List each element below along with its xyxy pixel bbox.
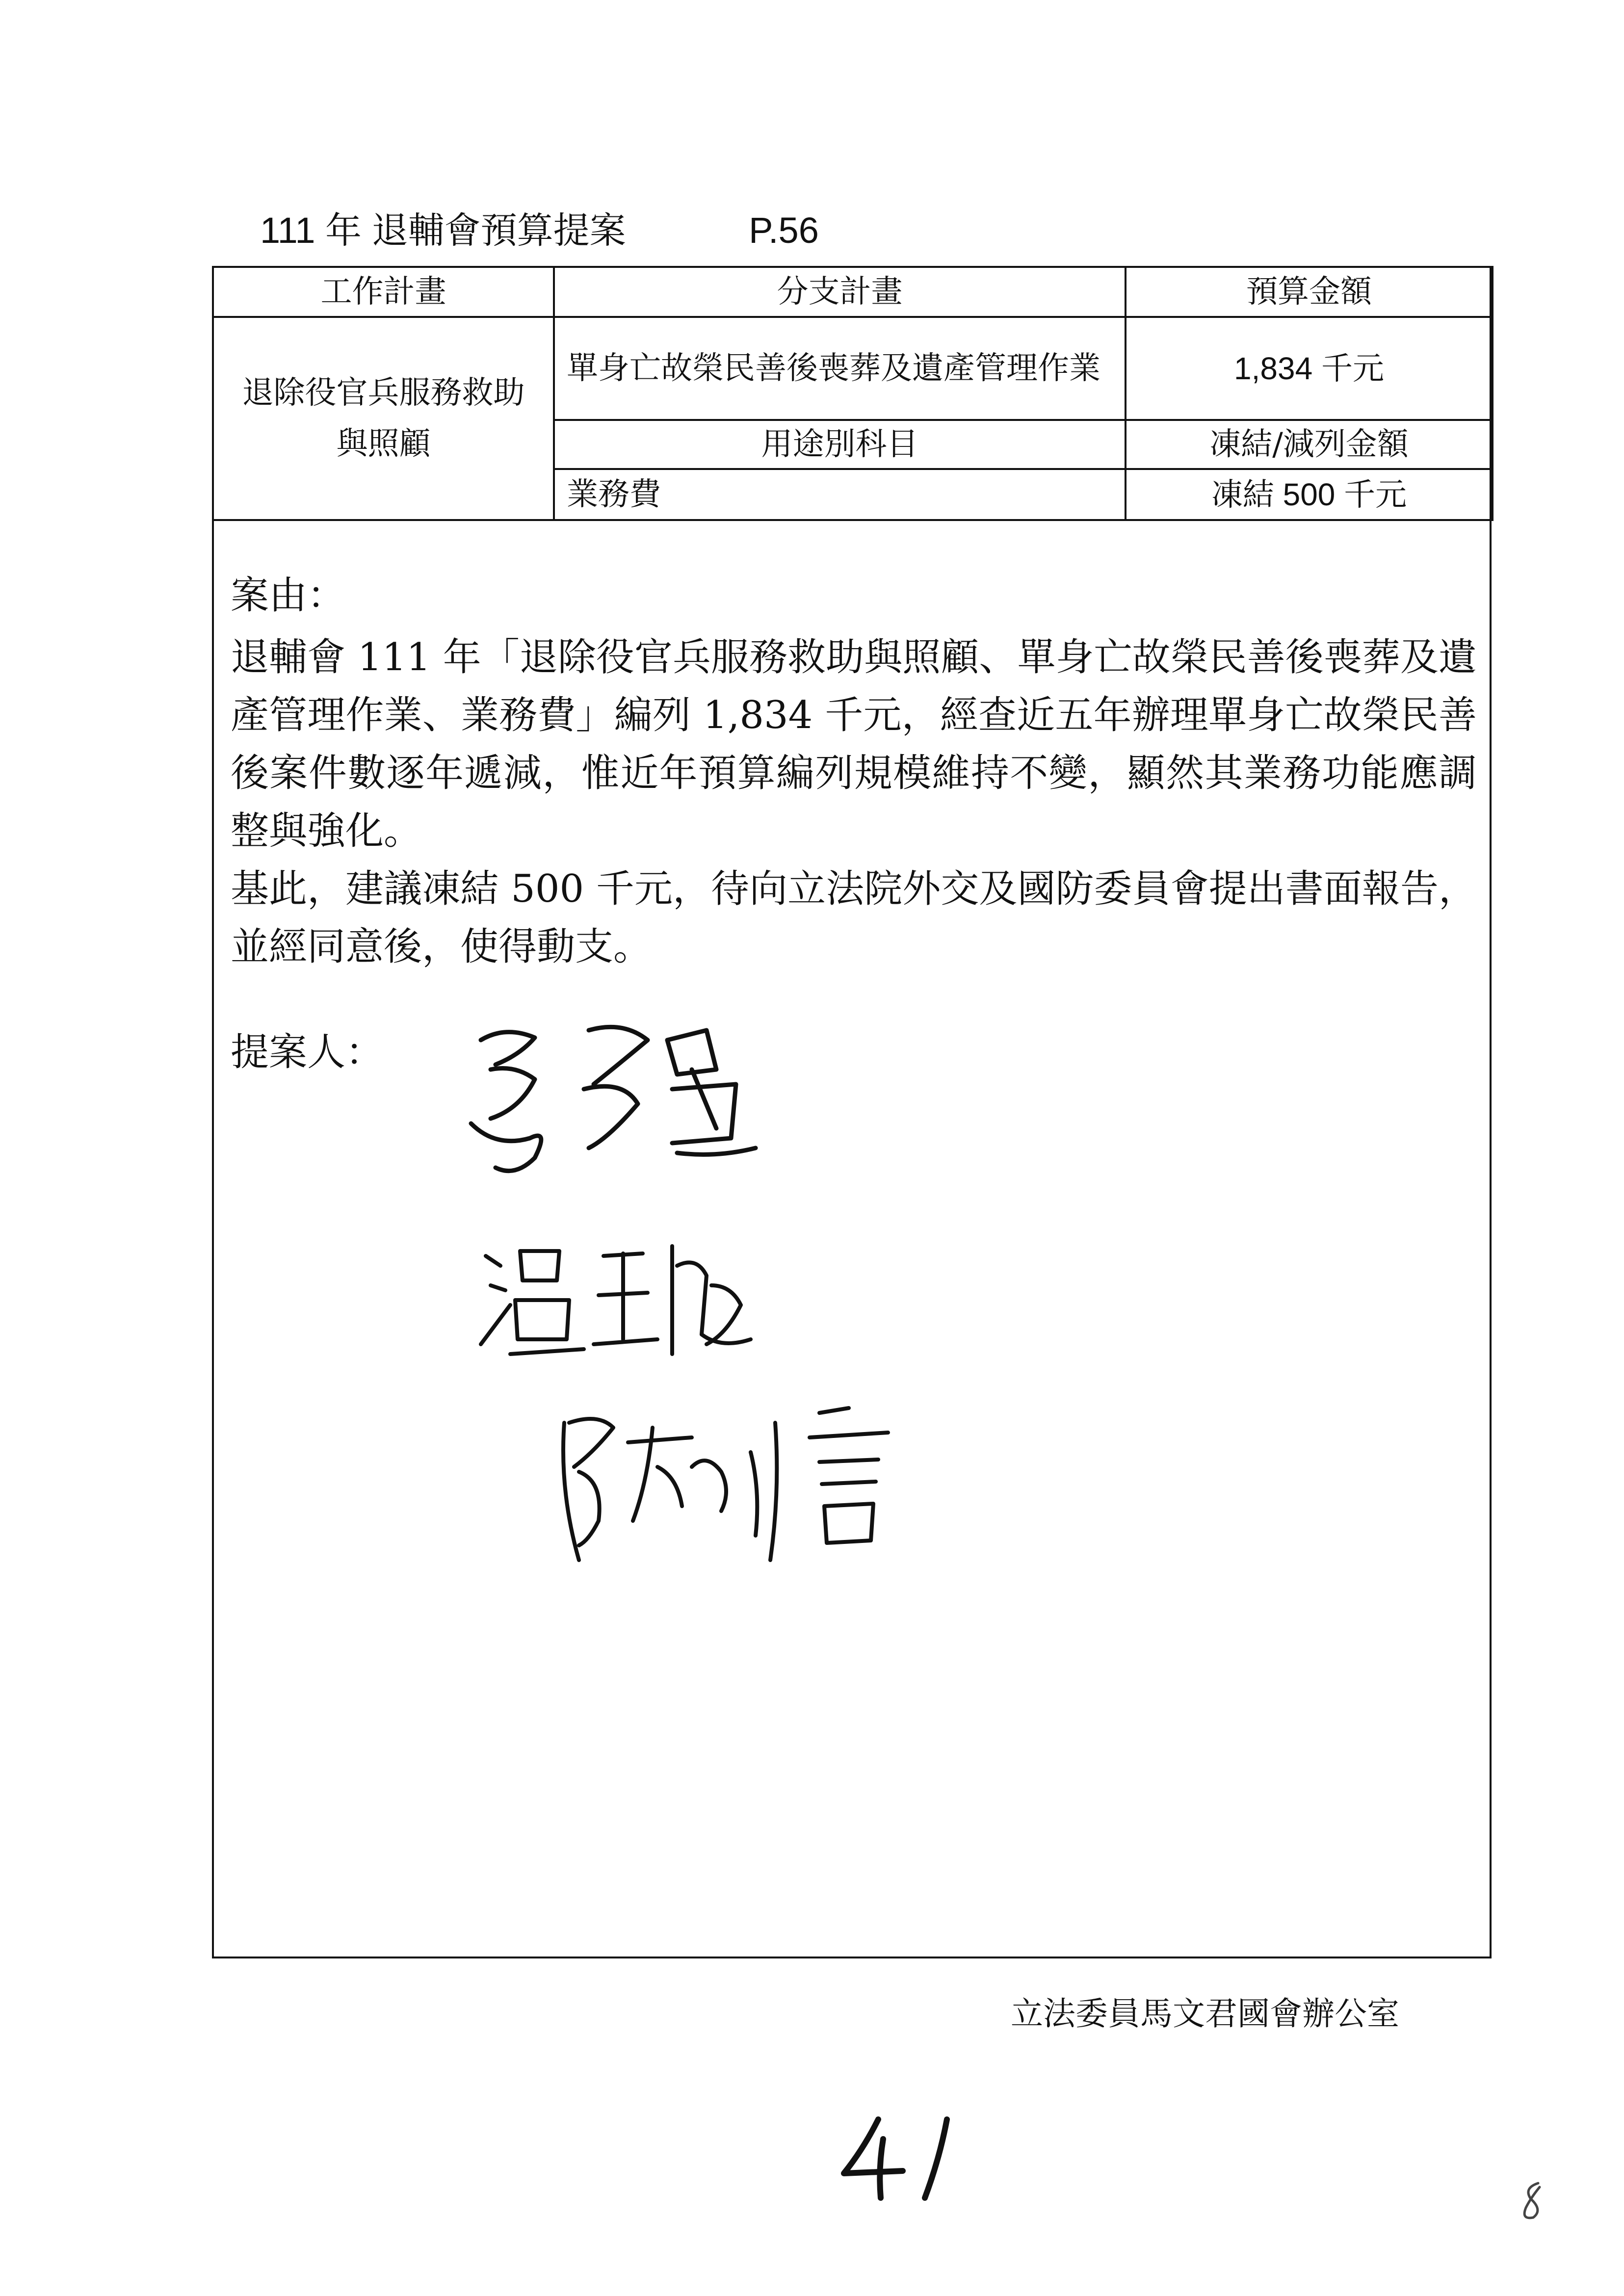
reason-paragraph-2: 基此，建議凍結 500 千元，待向立法院外交及國防委員會提出書面報告，並經同意後，使得動支。 [231, 867, 1477, 969]
footer-office: 立法委員馬文君國會辦公室 [1011, 1995, 1399, 2033]
document-header [260, 206, 819, 255]
proposer-label: 提案人： [231, 1030, 384, 1074]
header-budget-amount: 預算金額 [1126, 267, 1493, 317]
header-freeze-amount: 凍結/減列金額 [1126, 420, 1493, 469]
table-header-row [213, 267, 1493, 317]
handwritten-page-number [834, 2110, 971, 2208]
reason-paragraph-1: 退輔會 111 年「退除役官兵服務救助與照顧、單身亡故榮民善後喪葬及遺產管理作業、業務費」編列 1,834 千元，經查近五年辦理單身亡故榮民善後案件數逐年遞減，惟近年預算編列規模維持不變，顯然其業務功能應調整與強化。 [231, 635, 1477, 853]
budget-plan-table [212, 266, 1493, 521]
sub-plan-cell: 單身亡故榮民善後喪葬及遺產管理作業 [554, 317, 1126, 420]
budget-amount-cell: 1,834 千元 [1126, 317, 1493, 420]
signature-3 [545, 1393, 947, 1580]
usage-item-cell: 業務費 [554, 469, 1126, 520]
header-usage-item: 用途別科目 [554, 420, 1126, 469]
corner-mark [1516, 2178, 1550, 2222]
freeze-amount-cell: 凍結 500 千元 [1126, 469, 1493, 520]
signature-2 [476, 1226, 780, 1374]
work-plan-cell: 退除役官兵服務救助與照顧 [213, 317, 554, 520]
case-section [231, 567, 1477, 976]
page-reference: P.56 [749, 210, 819, 251]
header-sub-plan: 分支計畫 [554, 267, 1126, 317]
signature-1 [461, 1011, 775, 1187]
header-work-plan: 工作計畫 [213, 267, 554, 317]
reason-label: 案由： [231, 574, 346, 618]
table-row [213, 317, 1493, 420]
document-title: 111 年 退輔會預算提案 [260, 210, 626, 251]
